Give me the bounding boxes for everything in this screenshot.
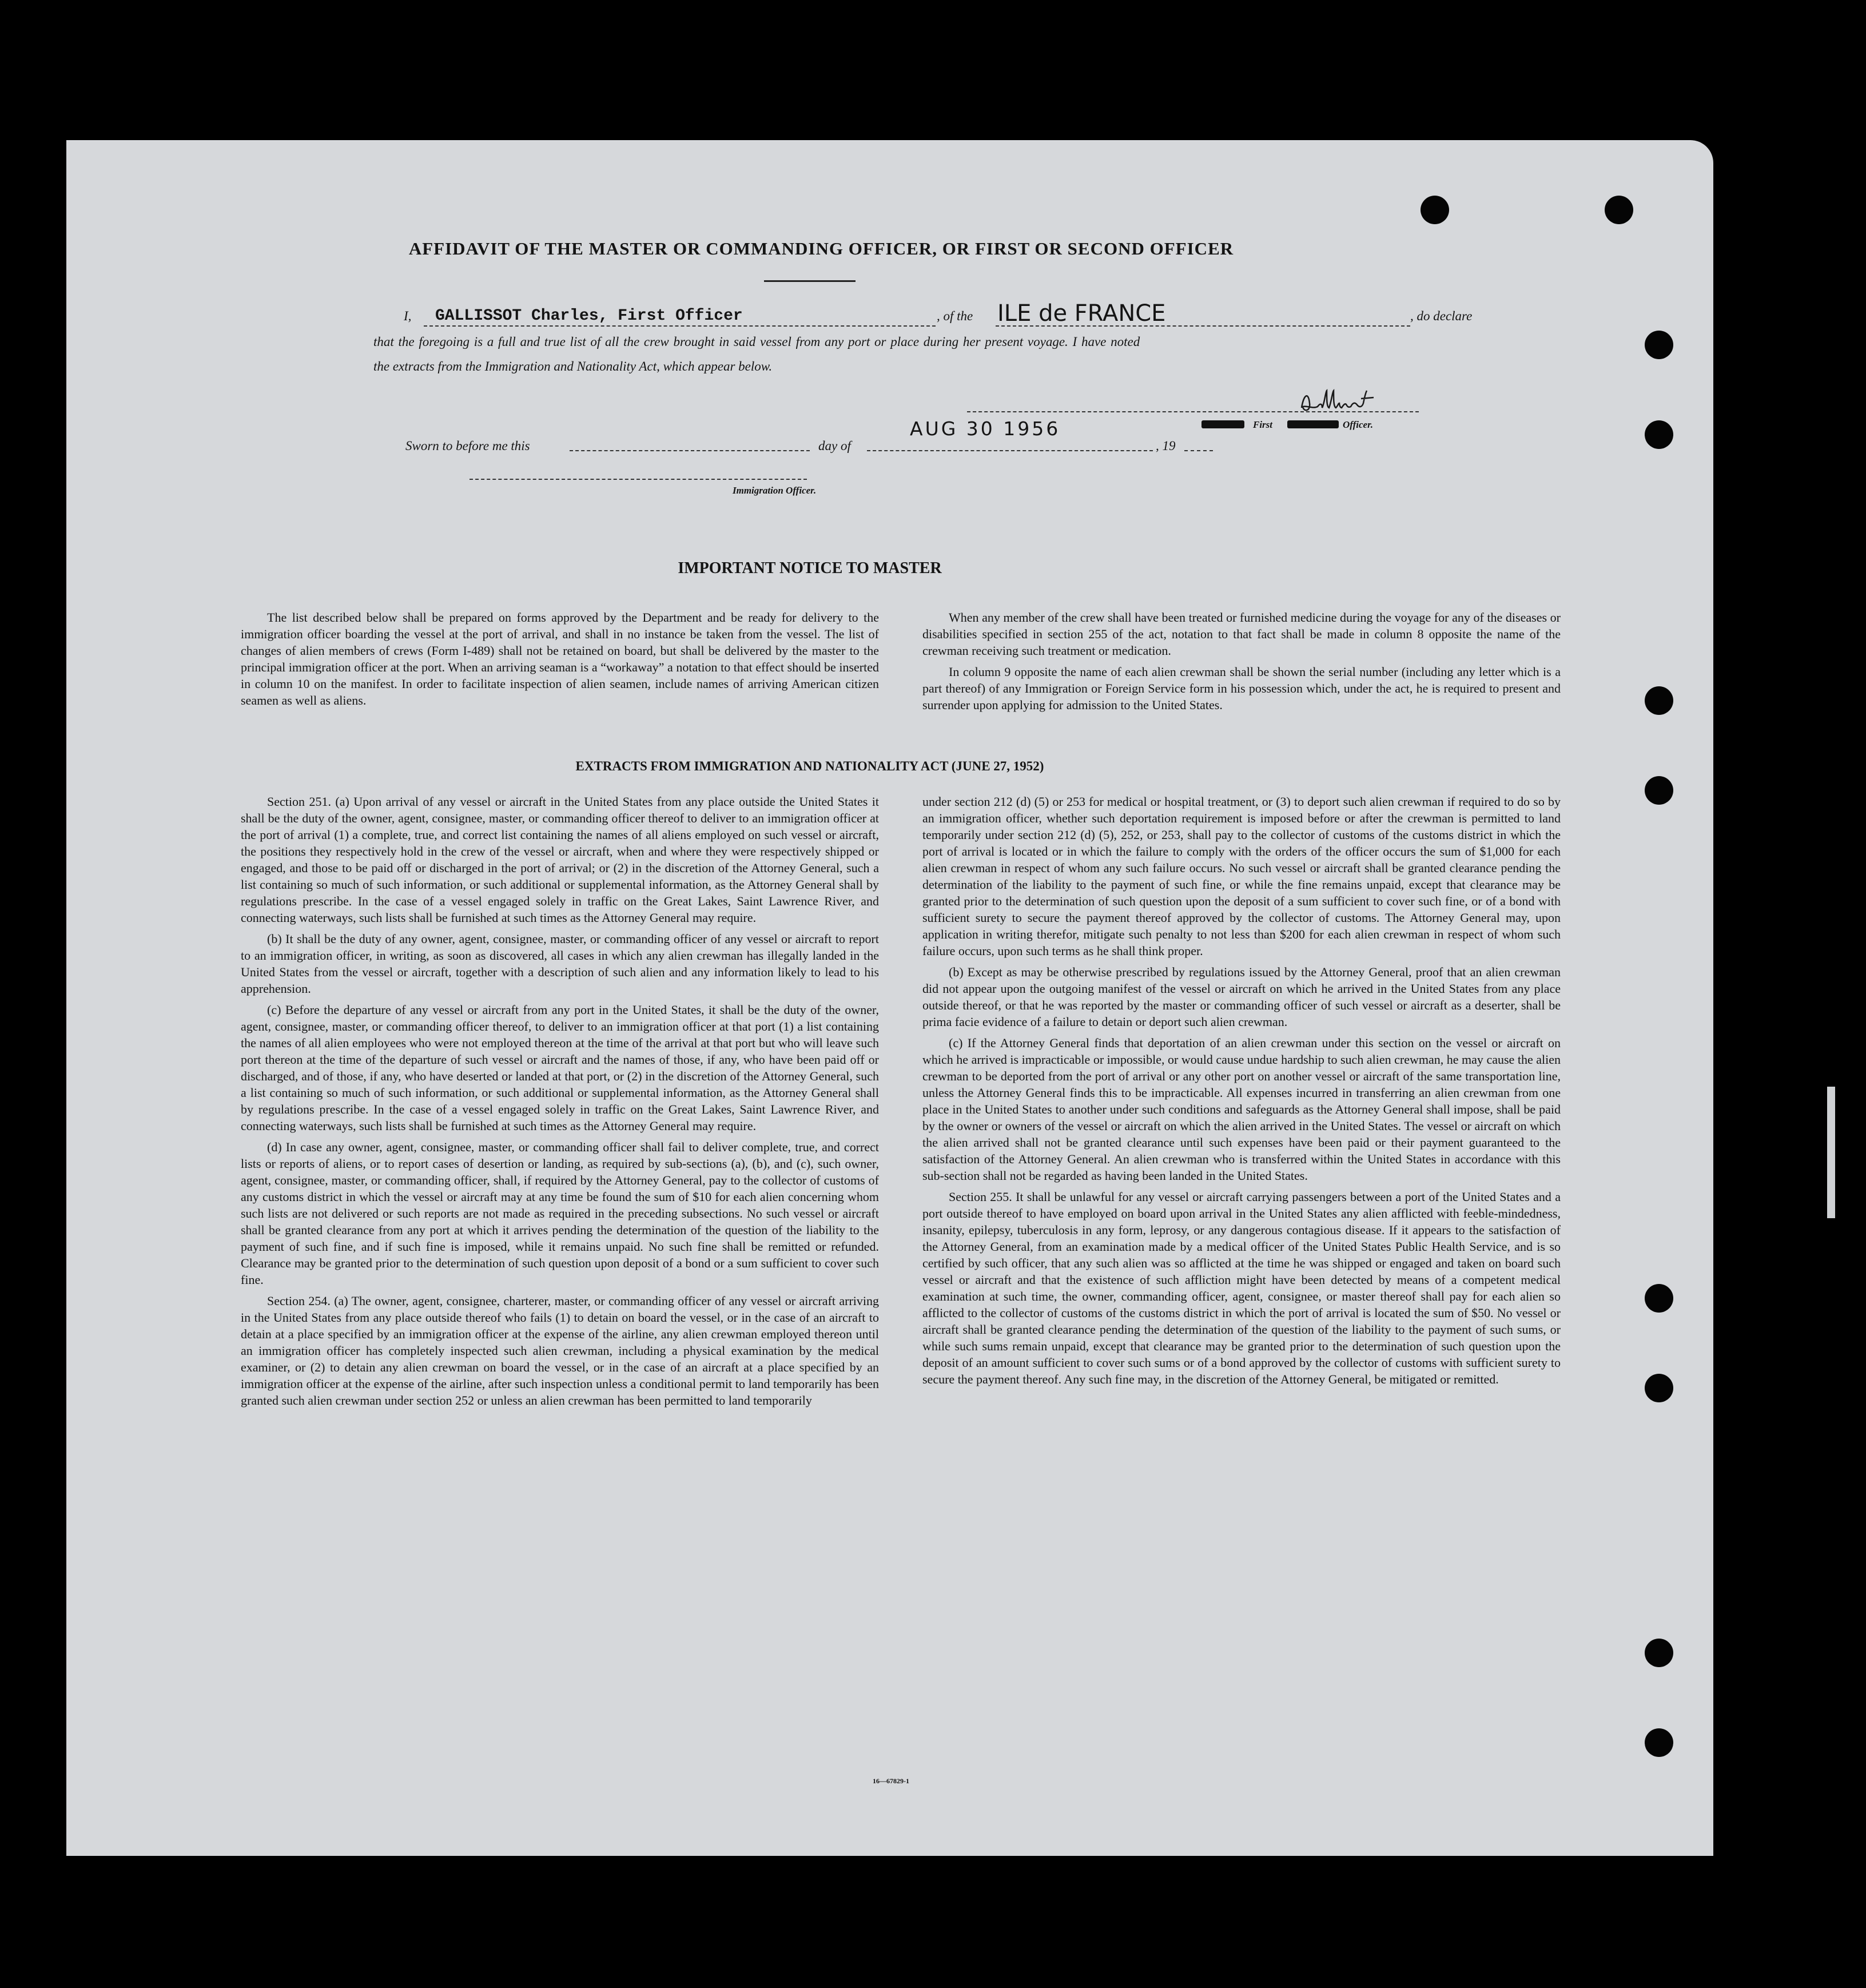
day-of-label: day of [818,439,851,453]
extract-section-251b: (b) It shall be the duty of any owner, agent, consignee, master, or commanding officer of any vessel or aircraft to report to an immigration officer, in writing, as soon as discovered, all cases in which any alien crewman has illegally landed in the United States from the vessel or aircraft, together with a description of such alien and any information likely to lead to his apprehension. [241,932,879,996]
binder-hole [1645,1374,1673,1402]
extract-section-251c: (c) Before the departure of any vessel or aircraft from any port in the United States, it shall be the duty of the owner, agent, consignee, master, or commanding officer thereof, to deliver to an immigration officer at that port (1) a list containing the names of all alien employees who were not employed thereon at the time of the arrival at that port but who will leave such port thereon at the time of the departure of such vessel or aircraft and the names of those, if any, who have been paid off or discharged, and of those, if any, who have deserted or landed at that port, or (2) in the discretion of the Attorney General, such a list containing so much of such information, or such additional or supplemental information, as the Attorney General shall by regulations prescribe. In the case of a vessel engaged solely in traffic on the Great Lakes, Saint Lawrence River, and connecting waterways, such lists shall be furnished at such times as the Attorney General may require. [241,1003,879,1133]
vessel-name: ILE de FRANCE [997,300,1166,327]
immigration-officer-label: Immigration Officer. [733,485,817,496]
notice-heading: IMPORTANT NOTICE TO MASTER [678,559,942,577]
extracts-heading: EXTRACTS FROM IMMIGRATION AND NATIONALITY ACT (JUNE 27, 1952) [575,759,1044,773]
binder-hole [1421,196,1449,224]
notice-right-paragraph-1: When any member of the crew shall have been treated or furnished medicine during the voyage for any of the diseases or disabilities specified in section 255 of the act, notation to that fact shall be made in column 8 opposite the name of the crewman receiving such treatment or medication. [922,610,1561,658]
extract-section-254a: Section 254. (a) The owner, agent, consignee, charterer, master, or commanding officer of any vessel or aircraft arriving in the United States from any place outside thereof who fails (1) to detain on board the vessel, or in the case of an aircraft to detain at a place specified by an immigration officer at the expense of the airline, any alien crewman employed thereon until an immigration officer has completely inspected such alien crewman, including a physical examination by the medical examiner, or (2) to detain any alien crewman on board the vessel, or in the case of an aircraft at a place specified by an immigration officer at the expense of the airline, after such inspection unless a conditional permit to land temporarily has been granted such alien crewman under section 252 or unless an alien crewman has been permitted to land temporarily [241,1294,879,1407]
binder-hole [1645,1728,1673,1757]
statement-line-2: the extracts from the Immigration and Nationality Act, which appear below. [373,359,773,373]
notice-left-paragraph: The list described below shall be prepared on forms approved by the Department and be ready for delivery to the immigration officer boarding the vessel at the port of arrival, and shall in no instance be taken from the vessel. The list of changes of alien members of crews (Form I-489) shall not be retained on board, but shall be delivered by the master to the principal immigration officer at the port. When an arriving seaman is a “workaway” a notation to that effect should be inserted in column 10 on the manifest. In order to facilitate inspection of alien seamen, include names of arriving American citizen seamen as well as aliens. [241,610,879,707]
notice-left-column [241,609,879,713]
extracts-left-column [241,793,879,1413]
extract-section-251d: (d) In case any owner, agent, consignee, master, or commanding officer shall fail to deliver complete, true, and correct lists or reports of aliens, or to report cases of desertion or landing, as required by sub-sections (a), (b), and (c), such owner, agent, consignee, master, or commanding officer, shall, if required by the Attorney General, pay to the collector of customs of any customs district in which the vessel or aircraft may at any time be found the sum of $10 for each alien concerning whom such lists are not delivered or such reports are not made as required in the preceding subsections. No such vessel or aircraft shall be granted clearance from any port at which it arrives pending the determination of the question of the liability to the payment of such fine, and if such fine is imposed, while it remains unpaid. No such fine shall be remitted or refunded. Clearance may be granted prior to the determination of such question upon deposit of a bond or a sum sufficient to cover such fine. [241,1140,879,1287]
binder-hole [1645,776,1673,805]
statement-line-1: that the foregoing is a full and true list of all the crew brought in said vessel from any port or place during her present voyage. I have noted [373,335,1140,349]
binder-hole [1645,420,1673,449]
notice-right-paragraph-2: In column 9 opposite the name of each alien crewman shall be shown the serial number (including any letter which is a part thereof) of any Immigration or Foreign Service form in his possession which, under the act, he is required to present and surrender upon applying for admission to the United States. [922,665,1561,712]
immigration-officer-blank [470,472,807,480]
extract-section-255: Section 255. It shall be unlawful for any vessel or aircraft carrying passengers between a port of the United States and a port outside thereof to have employed on board upon arrival in the United States any alien afflicted with feeble-mindedness, insanity, epilepsy, tuberculosis in any form, leprosy, or any dangerous contagious disease. If it appears to the satisfaction of the Attorney General, from an examination made by a medical officer of the United States Public Health Service, and is so certified by such officer, that any such alien was so afflicted at the time he was shipped or engaged and taken on board such vessel or aircraft and that the existence of such affliction might have been detected by means of a competent medical examination at such time, the owner, commanding officer, agent, consignee, or master thereof shall pay for each alien so afflicted to the collector of customs of the customs district in which the port of arrival is located the sum of $50. No vessel or aircraft shall be granted clearance pending the determination of the question of the liability to the payment of such sums, or while such sums remain unpaid, except that clearance may be granted prior to the determination of such question upon the deposit of an amount sufficient to cover such sums or of a bond approved by the collector of customs with sufficient surety to secure the payment thereof. Any such fine may, in the discretion of the Attorney General, be mitigated or remitted. [922,1190,1561,1386]
year-prefix: , 19 [1156,439,1176,453]
do-declare-label: , do declare [1410,309,1473,323]
binder-hole [1645,1639,1673,1667]
binder-hole [1645,331,1673,359]
notice-right-column [922,609,1561,718]
binder-hole [1645,1284,1673,1313]
document-page [66,140,1713,1856]
binder-hole [1645,686,1673,715]
year-blank [1184,439,1213,451]
edge-mark [1827,1087,1835,1218]
sworn-day-blank [570,439,810,451]
extract-section-251a: Section 251. (a) Upon arrival of any vessel or aircraft in the United States from any place outside the United States it shall be the duty of the owner, agent, consignee, master, or commanding officer thereof to deliver to an immigration officer at the port of arrival (1) a complete, true, and correct list containing the names of all aliens employed on such vessel or aircraft, the positions they respectively hold in the crew of the vessel or aircraft, when and where they were respectively shipped or engaged, and those to be paid off or discharged in the port of arrival; or (2) in the discretion of the Attorney General, such a list containing so much of such information, or such additional or supplemental information, as the Attorney General shall by regulations prescribe. In the case of a vessel engaged solely in traffic on the Great Lakes, Saint Lawrence River, and connecting waterways, such lists shall be furnished at such times as the Attorney General may require. [241,794,879,925]
extract-section-254b: (b) Except as may be otherwise prescribed by regulations issued by the Attorney General, proof that an alien crewman did not appear upon the outgoing manifest of the vessel or aircraft on which he arrived in the United States from any place outside thereof, or that he was reported by the master or commanding officer of such vessel or aircraft as a deserter, shall be prima facie evidence of a failure to detain or deport such alien crewman. [922,965,1561,1029]
extract-section-254a-continued: under section 212 (d) (5) or 253 for medical or hospital treatment, or (3) to deport such alien crewman if required to do so by an immigration officer, whether such deportation requirement is imposed before or after the crewman is permitted to land temporarily under section 212 (d) (5), 252, or 253, shall pay to the collector of customs of the customs district in which the port of arrival is located or in which the failure to comply with the orders of the officer occurs the sum of $1,000 for each alien crewman in respect of whom any such failure occurs. No such vessel or aircraft shall be granted clearance pending the determination of the liability to the payment of such fine, or while the fine remains unpaid, except that clearance may be granted prior to the determination of such question upon the deposit of a sum sufficient to cover such fine, or of a bond with sufficient surety to secure the payment thereof approved by the collector of customs. The Attorney General may, upon application in writing therefor, mitigate such penalty to not less than $200 for each alien crewman in respect of whom such failure occurs, upon such terms as he shall think proper. [922,794,1561,958]
title-divider [764,280,856,282]
struck-out-text [1287,420,1339,428]
sworn-label: Sworn to before me this [405,439,530,453]
handwritten-signature [1296,386,1410,420]
officer-label: First [1253,419,1273,430]
declarant-name: GALLISSOT Charles, First Officer [435,307,743,325]
of-the-label: , of the [937,309,973,323]
binder-hole [1605,196,1633,224]
officer-suffix: Officer. [1343,419,1374,430]
struck-out-text [1201,420,1244,428]
sworn-date-stamp: AUG 30 1956 [910,418,1061,440]
declarant-prefix: I, [404,309,412,323]
extract-section-254c: (c) If the Attorney General finds that deportation of an alien crewman under this section on the vessel or aircraft on which he arrived is impracticable or impossible, or would cause undue hardship to such alien crewman, he may cause the alien crewman to be deported from the port of arrival or any other port on another vessel or aircraft of the same transportation line, unless the Attorney General finds this to be impracticable. All expenses incurred in transferring an alien crewman from one place in the United States to another under such conditions and safeguards as the Attorney General shall impose, shall be paid by the owner or owners of the vessel or aircraft on which the alien arrived in the United States. The vessel or aircraft on which the alien arrived shall not be granted clearance until such expenses have been paid or their payment guaranteed to the satisfaction of the Attorney General. An alien crewman who is transferred within the United States in accordance with this sub-section shall not be regarded as having been landed in the United States. [922,1036,1561,1183]
affidavit-title: AFFIDAVIT OF THE MASTER OR COMMANDING OFFICER, OR FIRST OR SECOND OFFICER [408,238,1234,259]
extracts-right-column [922,793,1561,1392]
form-number: 16—67829-1 [873,1777,909,1785]
sworn-month-blank [867,439,1153,451]
